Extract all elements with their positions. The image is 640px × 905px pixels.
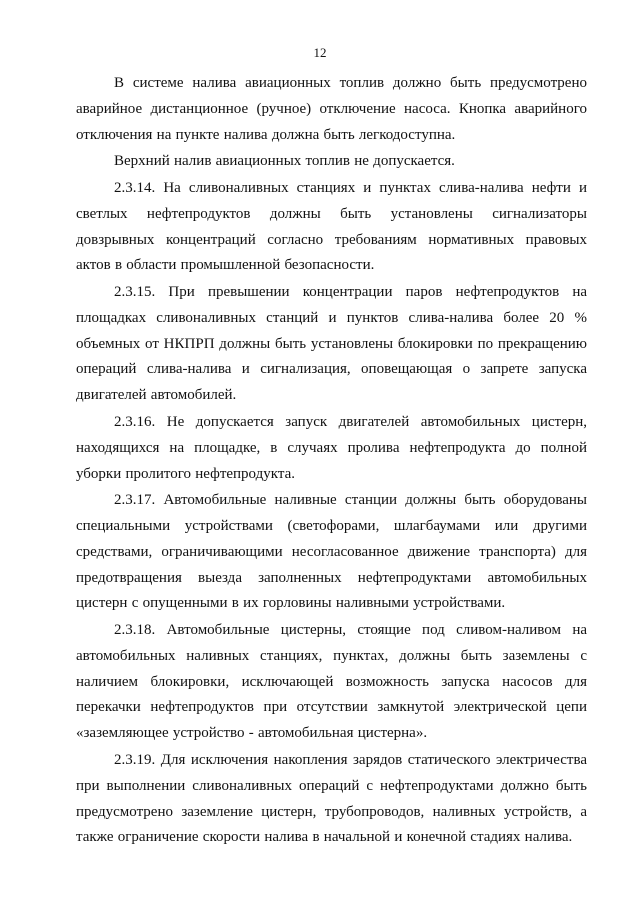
paragraph-2-3-16: 2.3.16. Не допускается запуск двигателей автомобильных цистерн, находящихся на площадке, в случаях пролива нефтепродукта до полной уборки пролитого нефтепродукта. [76,413,587,482]
paragraph-2-3-19: 2.3.19. Для исключения накопления зарядов статического электричества при выполнении сливоналивных операций с нефтепродуктами должно быть предусмотрено заземление цистерн, трубопроводов, наливных устройств, а также ограничение скорости налива в начальной и конечной стадиях налива. [76,751,587,846]
paragraph-top-loading-prohibited: Верхний налив авиационных топлив не допускается. [114,153,455,170]
paragraph-2-3-18: 2.3.18. Автомобильные цистерны, стоящие под сливом-наливом на автомобильных наливных станциях, пунктах, должны быть заземлены с наличием блокировки, исключающей возможность запуска насосов для перекачки нефтепродуктов при отсутствии замкнутой электрической цепи «заземляющее устройство - автомобильная цистерна». [76,622,587,742]
paragraph-2-3-15: 2.3.15. При превышении концентрации паров нефтепродуктов на площадках сливоналивных станций и пунктов слива-налива более 20 % объемных от НКПРП должны быть установлены блокировки по прекращению операций слива-налива и сигнализация, оповещающая о запрете запуска двигателей автомобилей. [76,284,587,404]
paragraph-2-3-14: 2.3.14. На сливоналивных станциях и пунктах слива-налива нефти и светлых нефтепродуктов должны быть установлены сигнализаторы довзрывных концентраций согласно требованиям нормативных правовых актов в области промышленной безопасности. [76,179,587,274]
paragraph-aviation-emergency-shutdown: В системе налива авиационных топлив должно быть предусмотрено аварийное дистанционное (ручное) отключение насоса. Кнопка аварийного отключения на пункте налива должна быть легкодоступна. [76,75,587,143]
document-body [76,71,587,851]
page-number: 12 [313,45,327,60]
paragraph-2-3-17: 2.3.17. Автомобильные наливные станции должны быть оборудованы специальными устройствами (светофорами, шлагбаумами или другими средствами, ограничивающими несогласованное движение транспорта) для предотвращения выезда заполненных нефтепродуктами автомобильных цистерн с опущенными в их горловины наливными устройствами. [76,492,587,612]
